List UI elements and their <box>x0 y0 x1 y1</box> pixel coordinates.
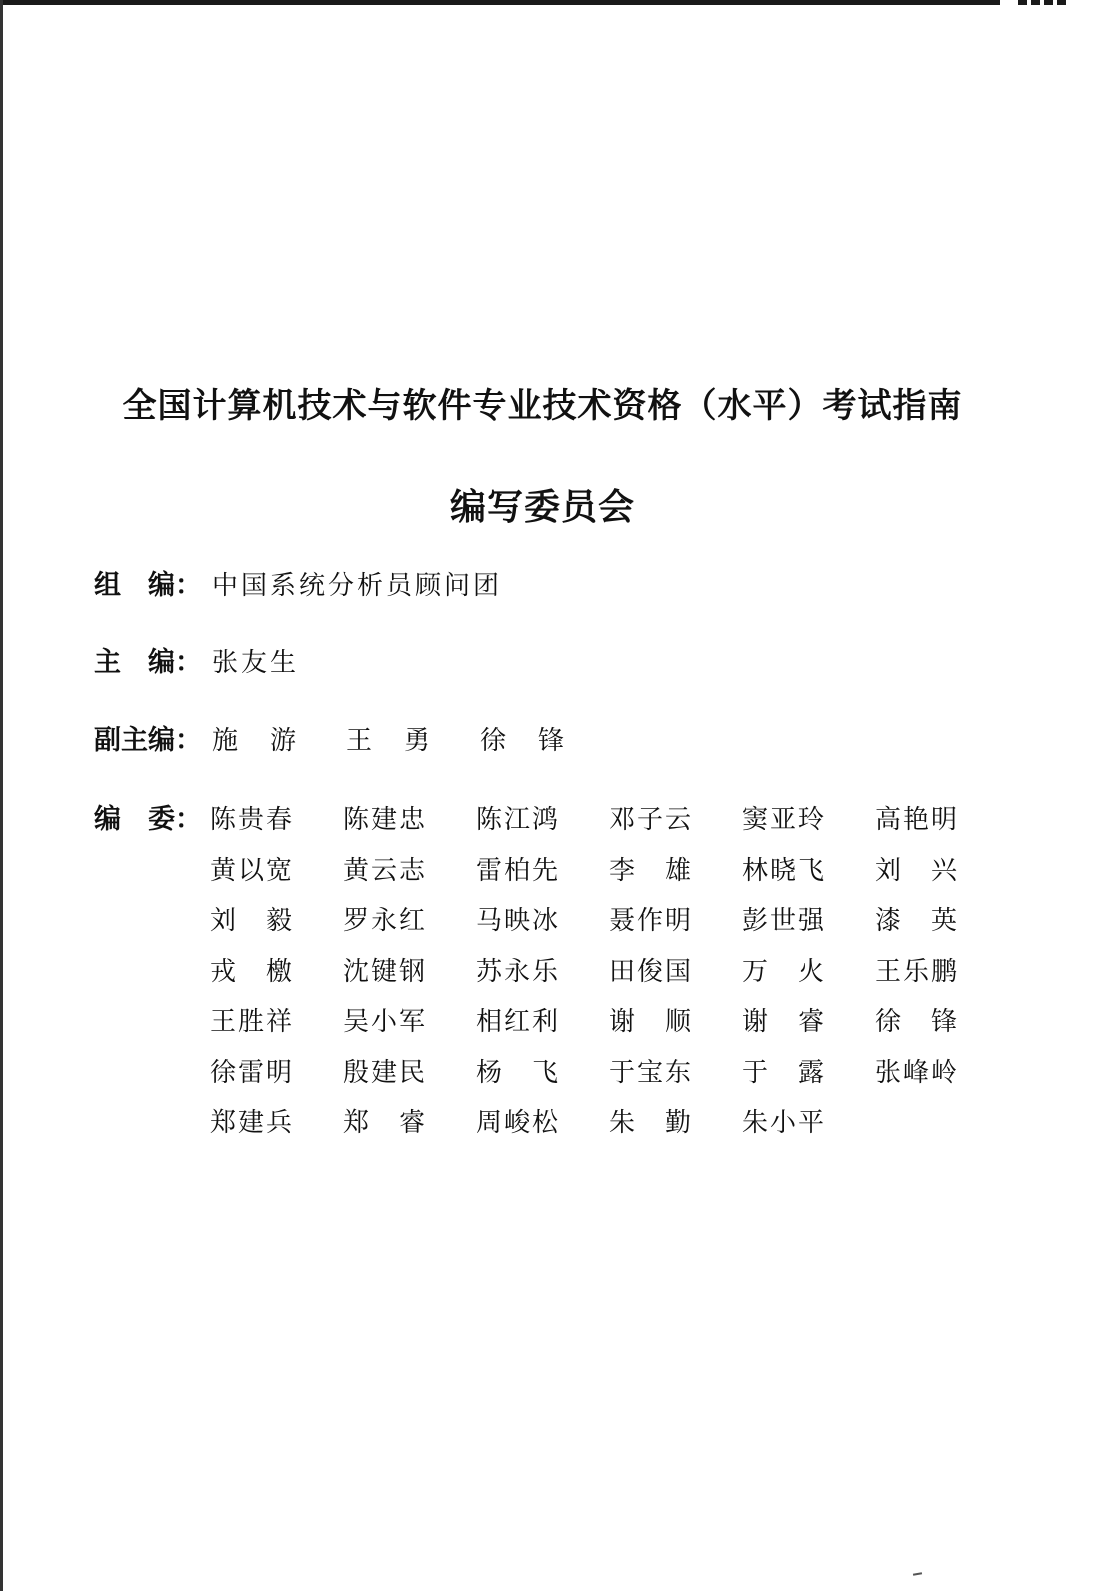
committee-member: 沈键钢 <box>343 956 428 987</box>
committee-member: 窦亚玲 <box>742 805 827 835</box>
committee-member: 邓子云 <box>609 805 694 835</box>
committee-member: 朱小平 <box>742 1108 827 1138</box>
committee-member: 黄云志 <box>343 855 428 886</box>
chief-editor-label: 主 编： <box>94 647 202 678</box>
committee-member: 聂作明 <box>609 906 694 936</box>
committee-label: 编 委： <box>94 804 202 835</box>
committee-members <box>210 802 1008 1156</box>
committee-member: 陈贵春 <box>210 805 295 835</box>
committee-member: 苏永乐 <box>476 956 561 987</box>
committee-member: 谢 睿 <box>742 1007 827 1037</box>
chief-editor-row <box>94 645 299 681</box>
committee-member: 马映冰 <box>476 906 561 936</box>
top-scan-marks <box>1018 0 1070 5</box>
committee-member: 朱 勤 <box>609 1108 694 1138</box>
committee-member: 相红利 <box>476 1007 561 1037</box>
committee-member: 刘 兴 <box>875 855 960 886</box>
committee-member: 于 露 <box>742 1057 827 1088</box>
committee-member: 高艳明 <box>875 805 960 835</box>
committee-member: 王乐鹏 <box>875 956 960 987</box>
top-border-line <box>0 0 1000 5</box>
organizer-label: 组 编： <box>94 570 202 601</box>
scan-speck <box>913 1572 922 1576</box>
committee-member: 杨 飞 <box>476 1057 561 1088</box>
left-border-line <box>0 0 3 1591</box>
committee-member: 彭世强 <box>742 906 827 936</box>
committee-member: 陈江鸿 <box>476 805 561 835</box>
deputy-editor-name: 徐 锋 <box>480 726 568 756</box>
committee-member: 罗永红 <box>343 906 428 936</box>
committee-member: 雷柏先 <box>476 855 561 886</box>
document-title: 全国计算机技术与软件专业技术资格（水平）考试指南 <box>122 386 963 426</box>
committee-member: 林晓飞 <box>742 855 827 886</box>
committee-member: 漆 英 <box>875 906 960 936</box>
committee-row <box>94 802 212 838</box>
deputy-editors-row <box>94 723 614 759</box>
committee-member: 殷建民 <box>343 1057 428 1088</box>
committee-member: 田俊国 <box>609 956 694 987</box>
deputy-editor-name: 王 勇 <box>346 726 434 756</box>
organizer-value: 中国系统分析员顾问团 <box>212 571 503 601</box>
committee-member: 黄以宽 <box>210 855 295 886</box>
committee-member: 郑 睿 <box>343 1108 428 1138</box>
committee-member: 吴小军 <box>343 1007 428 1037</box>
organizer-row <box>94 568 502 604</box>
committee-member: 王胜祥 <box>210 1007 295 1037</box>
committee-member: 万 火 <box>742 956 827 987</box>
committee-member: 李 雄 <box>609 855 694 886</box>
committee-member: 戎 檄 <box>210 956 295 987</box>
committee-member: 于宝东 <box>609 1057 694 1088</box>
committee-member: 谢 顺 <box>609 1007 694 1037</box>
committee-member: 郑建兵 <box>210 1108 295 1138</box>
deputy-editors-label: 副主编： <box>94 725 202 756</box>
committee-member: 徐 锋 <box>875 1007 960 1037</box>
committee-member: 陈建忠 <box>343 805 428 835</box>
deputy-editor-name: 施 游 <box>212 726 300 756</box>
chief-editor-value: 张友生 <box>212 648 300 678</box>
committee-member: 徐雷明 <box>210 1057 295 1088</box>
committee-member: 周峻松 <box>476 1108 561 1138</box>
committee-member: 张峰岭 <box>875 1057 960 1088</box>
document-subtitle: 编写委员会 <box>449 487 635 528</box>
committee-member: 刘 毅 <box>210 906 295 936</box>
